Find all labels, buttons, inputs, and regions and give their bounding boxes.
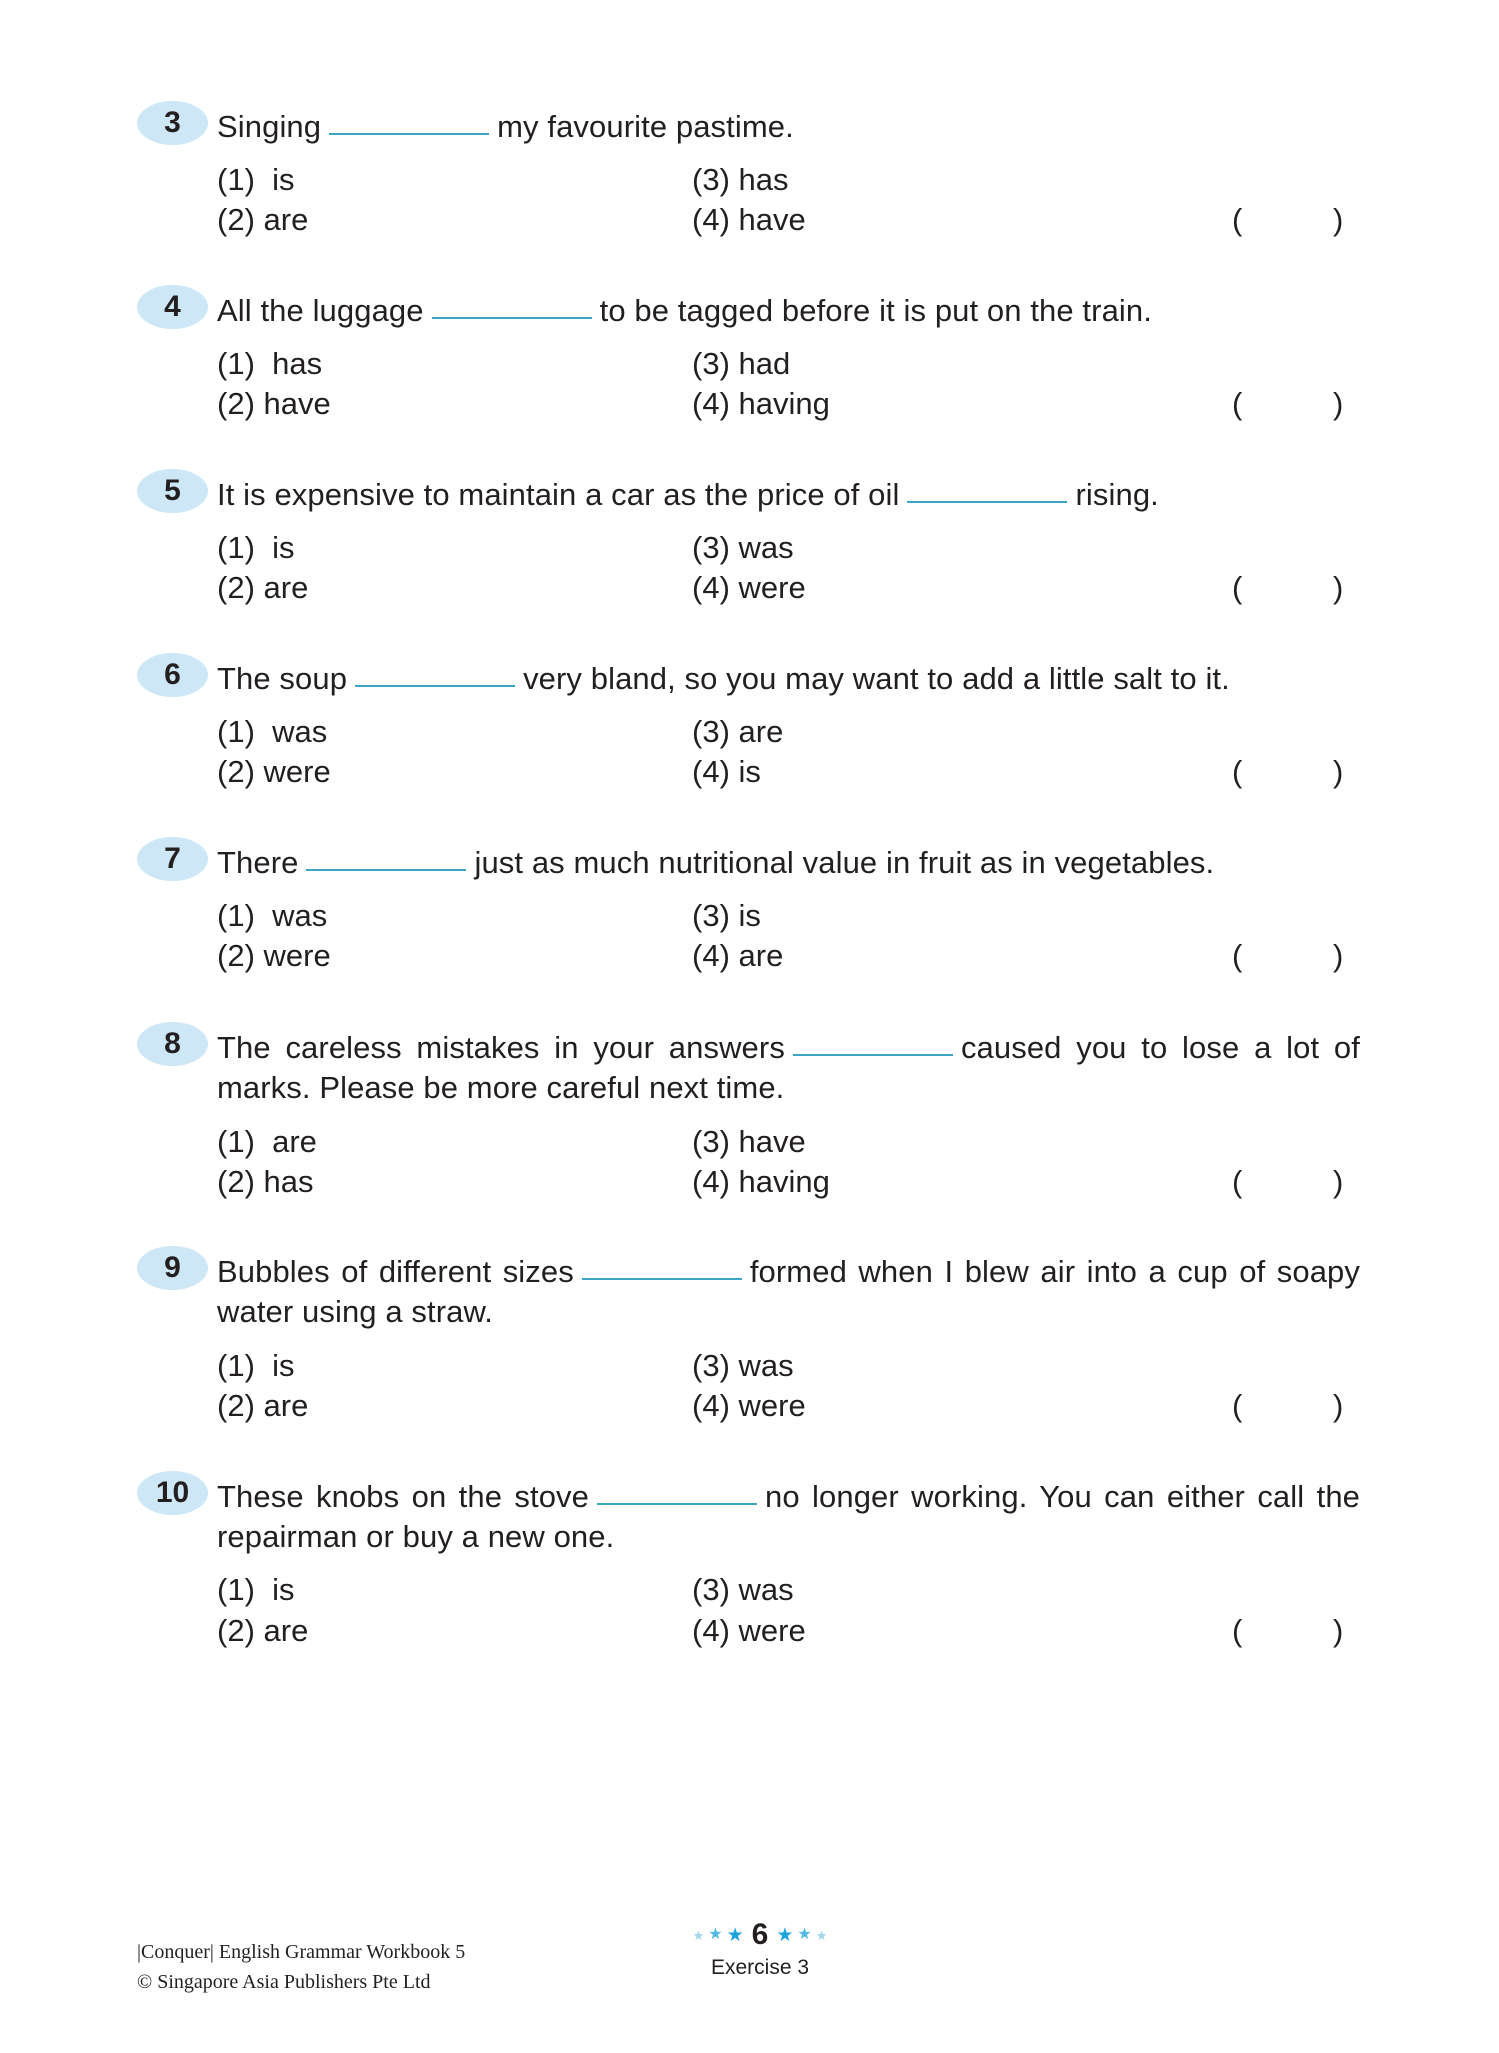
option-2[interactable]: (2) has <box>217 1164 314 1199</box>
stem-after: my favourite pastime. <box>497 109 794 144</box>
stem-after: formed when I blew air into a cup of soapy water using a straw. <box>217 1254 1360 1329</box>
page-number: 6 <box>751 1918 769 1951</box>
option-4[interactable]: (4) are <box>692 938 784 973</box>
option-2[interactable]: (2) are <box>217 1613 309 1648</box>
question-stem <box>217 1477 1360 1557</box>
answer-blank[interactable] <box>329 133 489 135</box>
option-3[interactable]: (3) has <box>692 162 789 197</box>
option-4[interactable]: (4) have <box>692 202 806 237</box>
stem-before: The soup <box>217 661 348 696</box>
stem-before: Bubbles of different sizes <box>217 1254 574 1289</box>
option-4[interactable]: (4) were <box>692 1388 806 1423</box>
question-number-badge: 4 <box>137 285 208 329</box>
star-icon: ★ <box>692 1927 705 1943</box>
option-2[interactable]: (2) are <box>217 1388 309 1423</box>
option-4[interactable]: (4) is <box>692 754 761 789</box>
question-stem <box>217 475 1360 515</box>
option-1[interactable]: (1) was <box>217 898 328 933</box>
stem-before: Singing <box>217 109 322 144</box>
answer-bracket-close: ) <box>1333 754 1344 789</box>
footer-credits <box>137 1937 465 1997</box>
copyright: © Singapore Asia Publishers Pte Ltd <box>137 1971 431 1993</box>
answer-bracket-open: ( <box>1232 754 1243 789</box>
question-number-badge: 10 <box>137 1471 208 1515</box>
stem-after: just as much nutritional value in fruit as in vegetables. <box>474 845 1215 880</box>
answer-bracket-close: ) <box>1333 1388 1344 1423</box>
answer-bracket-close: ) <box>1333 570 1344 605</box>
stem-after: no longer working. You can either call the repairman or buy a new one. <box>217 1479 1360 1554</box>
question-stem <box>217 291 1360 331</box>
answer-bracket-close: ) <box>1333 938 1344 973</box>
question-stem <box>217 843 1360 883</box>
option-2[interactable]: (2) were <box>217 754 331 789</box>
option-1[interactable]: (1) has <box>217 346 323 381</box>
question-number-badge: 3 <box>137 101 208 145</box>
answer-bracket-open: ( <box>1232 570 1243 605</box>
answer-blank[interactable] <box>907 501 1067 503</box>
stem-after: very bland, so you may want to add a little salt to it. <box>523 661 1230 696</box>
answer-bracket-close: ) <box>1333 202 1344 237</box>
option-2[interactable]: (2) were <box>217 938 331 973</box>
option-4[interactable]: (4) having <box>692 1164 830 1199</box>
stem-before: There <box>217 845 299 880</box>
stem-before: It is expensive to maintain a car as the price of oil <box>217 477 900 512</box>
option-1[interactable]: (1) is <box>217 162 295 197</box>
option-3[interactable]: (3) is <box>692 898 761 933</box>
star-icon: ★ <box>776 1924 794 1946</box>
option-3[interactable]: (3) was <box>692 1348 794 1383</box>
answer-blank[interactable] <box>432 317 592 319</box>
stem-after: to be tagged before it is put on the train. <box>599 293 1152 328</box>
question-number-badge: 8 <box>137 1022 208 1066</box>
answer-bracket-open: ( <box>1232 1613 1243 1648</box>
stem-before: All the luggage <box>217 293 424 328</box>
option-1[interactable]: (1) was <box>217 714 328 749</box>
answer-bracket-close: ) <box>1333 1613 1344 1648</box>
star-icon: ★ <box>726 1924 744 1946</box>
option-2[interactable]: (2) are <box>217 570 309 605</box>
answer-blank[interactable] <box>597 1503 757 1505</box>
stem-after: caused you to lose a lot of marks. Please be more careful next time. <box>217 1030 1360 1105</box>
question-number-badge: 6 <box>137 653 208 697</box>
star-icon: ★ <box>708 1926 723 1943</box>
option-1[interactable]: (1) are <box>217 1124 317 1159</box>
option-4[interactable]: (4) were <box>692 1613 806 1648</box>
answer-blank[interactable] <box>582 1278 742 1280</box>
option-3[interactable]: (3) had <box>692 346 791 381</box>
answer-blank[interactable] <box>793 1054 953 1056</box>
stem-before: These knobs on the stove <box>217 1479 589 1514</box>
answer-bracket-open: ( <box>1232 1388 1243 1423</box>
answer-bracket-close: ) <box>1333 386 1344 421</box>
answer-blank[interactable] <box>355 685 515 687</box>
question-stem <box>217 107 1360 147</box>
option-2[interactable]: (2) are <box>217 202 309 237</box>
answer-bracket-close: ) <box>1333 1164 1344 1199</box>
question-stem <box>217 659 1360 699</box>
option-4[interactable]: (4) having <box>692 386 830 421</box>
answer-bracket-open: ( <box>1232 1164 1243 1199</box>
question-stem <box>217 1028 1360 1108</box>
question-stem <box>217 1252 1360 1332</box>
answer-blank[interactable] <box>306 869 466 871</box>
option-3[interactable]: (3) was <box>692 1572 794 1607</box>
option-3[interactable]: (3) have <box>692 1124 806 1159</box>
star-icon: ★ <box>815 1927 828 1943</box>
exercise-label: Exercise 3 <box>710 1956 810 1979</box>
question-number-badge: 7 <box>137 837 208 881</box>
option-1[interactable]: (1) is <box>217 1348 295 1383</box>
answer-bracket-open: ( <box>1232 386 1243 421</box>
star-icon: ★ <box>797 1926 812 1943</box>
book-title: |Conquer| English Grammar Workbook 5 <box>137 1941 466 1963</box>
stem-after: rising. <box>1075 477 1159 512</box>
option-3[interactable]: (3) are <box>692 714 784 749</box>
page-indicator <box>640 1918 880 1982</box>
answer-bracket-open: ( <box>1232 938 1243 973</box>
page-number-row <box>640 1918 880 1952</box>
option-1[interactable]: (1) is <box>217 530 295 565</box>
option-4[interactable]: (4) were <box>692 570 806 605</box>
question-number-badge: 5 <box>137 469 208 513</box>
answer-bracket-open: ( <box>1232 202 1243 237</box>
option-1[interactable]: (1) is <box>217 1572 295 1607</box>
option-3[interactable]: (3) was <box>692 530 794 565</box>
question-number-badge: 9 <box>137 1246 208 1290</box>
stem-before: The careless mistakes in your answers <box>217 1030 785 1065</box>
option-2[interactable]: (2) have <box>217 386 331 421</box>
